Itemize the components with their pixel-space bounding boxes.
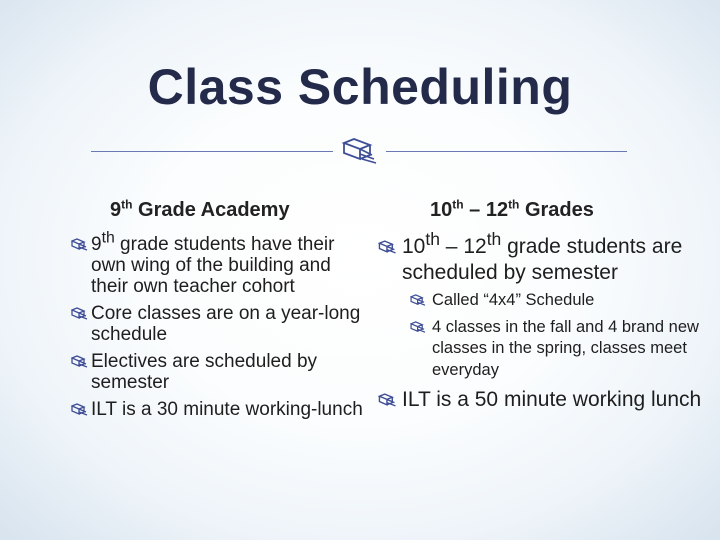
heading-number: 10 [430, 199, 453, 221]
heading-ordinal: th [121, 197, 133, 212]
scroll-bullet-icon [410, 294, 428, 309]
item-text: ILT is a 30 minute working-lunch [91, 399, 363, 420]
sub-bullet-list [402, 290, 708, 381]
scroll-bullet-icon [71, 238, 89, 253]
scroll-icon [340, 137, 382, 165]
scroll-bullet-icon [410, 321, 428, 336]
heading-text: Grade Academy [138, 199, 290, 221]
item-range: – 12 [439, 235, 487, 258]
scroll-bullet-icon [71, 307, 89, 322]
heading-range: – 12 [463, 199, 509, 221]
list-item [71, 351, 371, 393]
list-item [71, 303, 371, 345]
item-text: grade students are scheduled by semester [402, 235, 683, 284]
list-item [71, 229, 371, 297]
item-text: ILT is a 50 minute working lunch [402, 388, 702, 411]
heading-text: Grades [519, 199, 594, 221]
list-item [378, 387, 708, 413]
sub-list-item [402, 317, 708, 382]
right-bullet-list [378, 229, 708, 419]
list-item [71, 399, 371, 420]
item-text: Called “4x4” Schedule [432, 291, 595, 309]
item-ordinal: th [101, 229, 115, 247]
item-ordinal: th [425, 229, 440, 249]
scroll-bullet-icon [378, 240, 400, 255]
item-number: 9 [91, 234, 102, 255]
right-column-heading [430, 199, 594, 222]
left-bullet-list [71, 229, 371, 426]
item-ordinal: th [486, 229, 502, 249]
item-number: 10 [402, 235, 426, 258]
title-divider-right [386, 151, 627, 152]
heading-ordinal: th [508, 197, 520, 212]
item-text: Electives are scheduled by semester [91, 351, 318, 393]
slide-title: Class Scheduling [147, 59, 573, 115]
item-text: grade students have their own wing of the building and their own teacher cohort [91, 234, 335, 297]
scroll-bullet-icon [71, 403, 89, 418]
heading-number: 9 [110, 199, 122, 221]
item-text: 4 classes in the fall and 4 brand new classes in the spring, classes meet everyday [432, 317, 699, 379]
scroll-bullet-icon [71, 355, 89, 370]
left-column-heading [110, 199, 290, 222]
title-divider-left [91, 151, 333, 152]
item-text: Core classes are on a year-long schedule [91, 303, 361, 345]
scroll-bullet-icon [378, 393, 400, 408]
heading-ordinal: th [452, 197, 464, 212]
list-item [378, 229, 708, 381]
sub-list-item [402, 290, 708, 312]
